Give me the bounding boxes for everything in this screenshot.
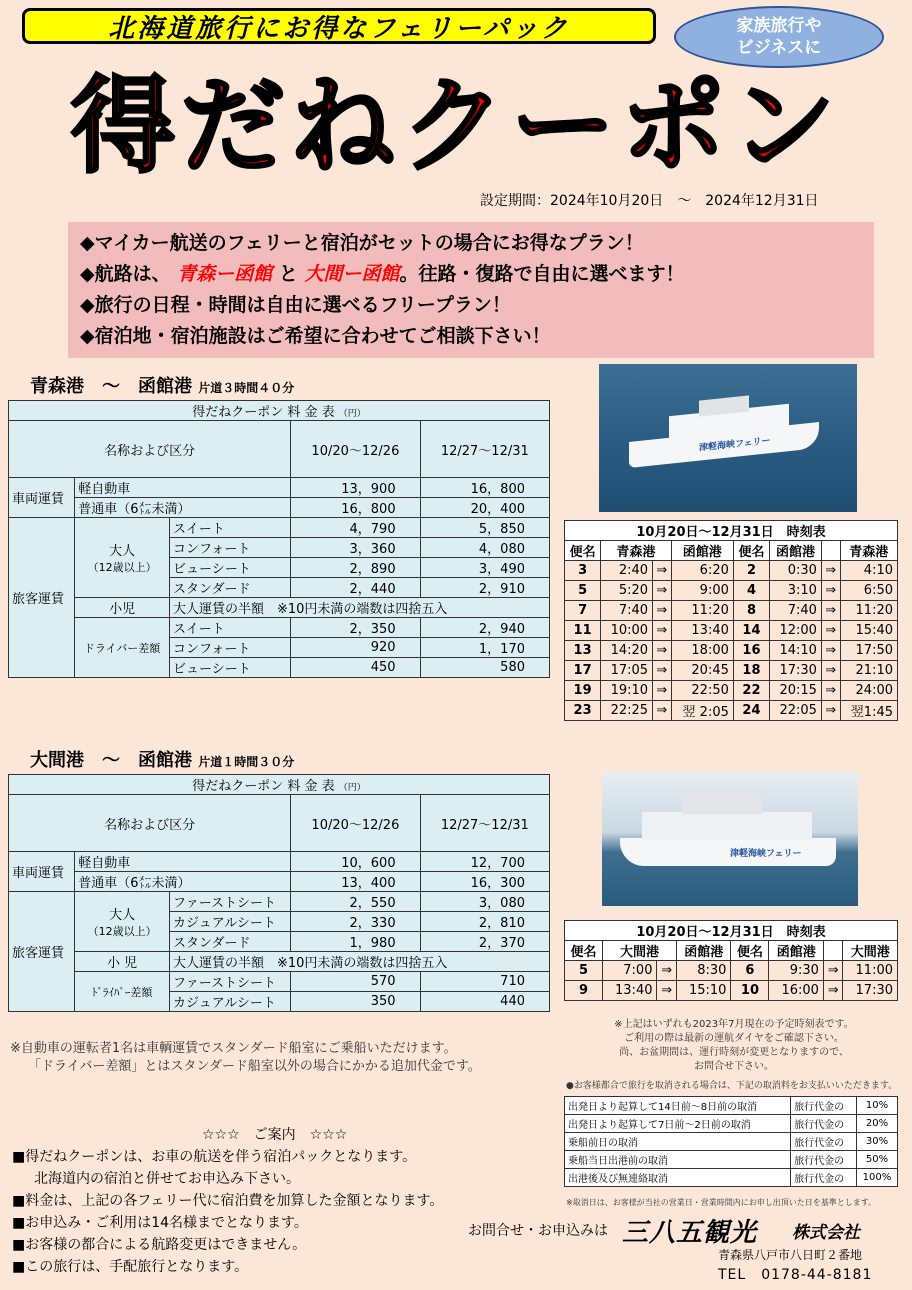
cancel-label: 旅行代金の: [791, 1133, 857, 1151]
aomori-passenger-label: 旅客運賃: [9, 518, 75, 678]
route-aomori-hakodate: 青森ー函館: [177, 263, 273, 285]
tt1-dep-in: 7:40: [770, 601, 822, 621]
tt1-arr-in: 24:00: [840, 681, 897, 701]
tt1-dep-out: 5:20: [601, 581, 653, 601]
tt1-arrow-out: ⇒: [653, 561, 672, 581]
tt1-arrow-in: ⇒: [821, 681, 840, 701]
oma-room1: ファーストシート: [169, 892, 290, 912]
tt1-arr-in: 11:20: [840, 601, 897, 621]
tt1-bin-out: 19: [565, 681, 601, 701]
tt2-arrow-out: ⇒: [657, 981, 676, 1001]
tt1-arr-in: 17:50: [840, 641, 897, 661]
tt1-dep-in: 22:05: [770, 701, 822, 721]
tt2-bin-in: 10: [731, 981, 769, 1001]
tt2-bin-in: 6: [731, 961, 769, 981]
aomori-room2-price2: 4，080: [420, 538, 549, 558]
inquiry-label: お問合せ・お申込みは: [468, 1223, 608, 1239]
tt2-h-hakodate1: 函館港: [676, 941, 730, 961]
aomori-futsu: 普通車（6㍍未満）: [75, 498, 291, 518]
oma-unit: （円）: [338, 783, 366, 793]
tt1-dep-in: 3:10: [770, 581, 822, 601]
aomori-room3-price2: 3，490: [420, 558, 549, 578]
tt2-row: [565, 981, 898, 1001]
tt1-arr-out: 22:50: [671, 681, 733, 701]
valid-period: 設定期間：2024年10月20日 ～ 2024年12月31日: [480, 193, 819, 209]
ship-name-text: 津軽海峡フェリー: [699, 436, 771, 454]
note-2: 「ドライバー差額」とはスタンダード船室以外の場合にかかる追加代金です。: [28, 1059, 481, 1074]
tt1-bin-in: 14: [733, 621, 769, 641]
ship2-name-text: 津軽海峡フェリー: [730, 849, 802, 859]
oma-futsu-price1: 13，400: [291, 872, 420, 892]
tt1-dep-out: 7:40: [601, 601, 653, 621]
tt1-dep-in: 20:15: [770, 681, 822, 701]
oma-room1-price2: 3，080: [420, 892, 549, 912]
tt2-row: [565, 961, 898, 981]
oma-duration: 片道１時間３０分: [198, 755, 295, 769]
aomori-fare-table: [8, 400, 550, 678]
tt1-row: [565, 561, 898, 581]
tt1-dep-in: 17:30: [770, 661, 822, 681]
oma-driver1-price2: 710: [420, 972, 549, 992]
tt1-bin-in: 24: [733, 701, 769, 721]
oma-room2: カジュアルシート: [169, 912, 290, 932]
aomori-driver1-price2: 2，940: [420, 618, 549, 638]
ship2-superstructure: [642, 812, 812, 840]
oma-child: 小 児: [75, 952, 170, 972]
tt1-h-bin2: 便名: [733, 541, 769, 561]
oma-driver2-price1: 350: [291, 992, 420, 1012]
oma-room1-price1: 2，550: [291, 892, 420, 912]
tt1-arrow-in: ⇒: [821, 581, 840, 601]
aomori-child-note: 大人運賃の半額 ※10円未満の端数は四捨五入: [169, 598, 549, 618]
tt2-dep-out: 7:00: [603, 961, 657, 981]
company-logo: 三八五観光: [622, 1218, 758, 1248]
oma-name-header: 名称および区分: [9, 795, 291, 852]
schedule-note-4: お問合せ下さい。: [694, 1061, 774, 1072]
tt1-bin-out: 7: [565, 601, 601, 621]
cancel-label: 旅行代金の: [791, 1151, 857, 1169]
driver-notes: [10, 1040, 481, 1076]
guide-4: ■お客様の都合による航路変更はできません。: [12, 1237, 307, 1253]
cancel-condition: 乗船前日の取消: [565, 1133, 791, 1151]
tt1-dep-out: 10:00: [601, 621, 653, 641]
aomori-room4-price2: 2，910: [420, 578, 549, 598]
cancel-label: 旅行代金の: [791, 1115, 857, 1133]
tt2-bin-out: 5: [565, 961, 603, 981]
tt1-bin-in: 16: [733, 641, 769, 661]
ferry-photo-oma: [602, 772, 858, 906]
tt2-arrow-in: ⇒: [823, 981, 842, 1001]
cancel-condition: 乗船当日出港前の取消: [565, 1151, 791, 1169]
aomori-room1-price1: 4，790: [291, 518, 420, 538]
tt2-arr-out: 8:30: [676, 961, 730, 981]
schedule-notes: [564, 1018, 904, 1074]
oma-kei: 軽自動車: [75, 852, 291, 872]
oma-room2-price2: 2，810: [420, 912, 549, 932]
company-address: 青森県八戸市八日町２番地: [718, 1248, 863, 1262]
tt1-arr-out: 6:20: [671, 561, 733, 581]
guide-2: ■料金は、上記の各フェリー代に宿泊費を加算した金額となります。: [12, 1193, 444, 1209]
tt1-bin-out: 13: [565, 641, 601, 661]
tt1-arr-out: 9:00: [671, 581, 733, 601]
aomori-futsu-price1: 16，800: [291, 498, 420, 518]
guide-5: ■この旅行は、手配旅行となります。: [12, 1259, 249, 1275]
oma-col2: 12/27～12/31: [420, 795, 549, 852]
cancel-rate: 30%: [856, 1133, 897, 1151]
tt1-h-bin1: 便名: [565, 541, 601, 561]
oma-table-title-text: 得だねクーポン 料 金 表: [192, 779, 335, 794]
cancel-rate: 20%: [856, 1115, 897, 1133]
aomori-duration: 片道３時間４０分: [198, 381, 295, 395]
aomori-unit: （円）: [338, 409, 366, 419]
oma-room3-price1: 1，980: [291, 932, 420, 952]
tt1-arr-in: 翌1:45: [840, 701, 897, 721]
ship2-bridge: [682, 794, 762, 814]
tt2-h-bin2: 便名: [731, 941, 769, 961]
ferry-photo-aomori: [599, 364, 857, 512]
tt1-bin-in: 18: [733, 661, 769, 681]
oma-passenger-label: 旅客運賃: [9, 892, 75, 1012]
tt1-dep-in: 12:00: [770, 621, 822, 641]
tt1-dep-in: 0:30: [770, 561, 822, 581]
guide-title: ☆☆☆ ご案内 ☆☆☆: [202, 1127, 348, 1143]
oma-driver-label: ﾄﾞﾗｲﾊﾞｰ差額: [75, 972, 170, 1012]
tt1-bin-out: 23: [565, 701, 601, 721]
tt2-arr-in: 17:30: [843, 981, 898, 1001]
cancel-condition: 出発日より起算して14日前～8日前の取消: [565, 1097, 791, 1115]
badge-line2: ビジネスに: [736, 38, 822, 58]
tt1-arrow-in: ⇒: [821, 661, 840, 681]
tt1-h-hakodate1: 函館港: [671, 541, 733, 561]
badge-line1: 家族旅行や: [736, 16, 822, 36]
tt1-arr-in: 21:10: [840, 661, 897, 681]
tt1-dep-in: 14:10: [770, 641, 822, 661]
aomori-adult: 大人: [109, 544, 136, 559]
company-suffix: 株式会社: [792, 1223, 860, 1243]
tt1-arrow-in: ⇒: [821, 601, 840, 621]
aomori-table-title: [9, 401, 550, 421]
tt2-h-oma1: 大間港: [603, 941, 677, 961]
aomori-timetable: [564, 520, 898, 721]
oma-fare-table: [8, 774, 550, 1012]
oma-adult-label: [75, 892, 170, 952]
point-2: [80, 259, 862, 290]
point-1: ◆マイカー航送のフェリーと宿泊がセットの場合にお得なプラン！: [80, 232, 644, 254]
oma-futsu-price2: 16，300: [420, 872, 549, 892]
tt1-row: [565, 661, 898, 681]
tt1-arrow-out: ⇒: [653, 601, 672, 621]
aomori-room4-price1: 2，440: [291, 578, 420, 598]
tt1-arr-out: 11:20: [671, 601, 733, 621]
oma-route-name: 大間港 ～ 函館港: [30, 750, 192, 771]
tt1-arrow-in: ⇒: [821, 641, 840, 661]
tt2-dep-in: 16:00: [769, 981, 823, 1001]
oma-driver2-price2: 440: [420, 992, 549, 1012]
oma-driver2: カジュアルシート: [169, 992, 290, 1012]
aomori-driver-label: ドライバー差額: [75, 618, 170, 678]
tt1-h-aomori2: 青森港: [840, 541, 897, 561]
tt1-bin-in: 8: [733, 601, 769, 621]
oma-room3-price2: 2，370: [420, 932, 549, 952]
aomori-adult-label: [75, 518, 170, 598]
oma-kei-price2: 12，700: [420, 852, 549, 872]
oma-col1: 10/20～12/26: [291, 795, 420, 852]
oma-timetable: [564, 920, 898, 1001]
oma-route-heading: [30, 746, 294, 772]
oma-room3: スタンダード: [169, 932, 290, 952]
aomori-kei-price1: 13，900: [291, 478, 420, 498]
tt2-h-bin1: 便名: [565, 941, 603, 961]
tt1-arr-out: 13:40: [671, 621, 733, 641]
tt1-arr-out: 18:00: [671, 641, 733, 661]
tt1-arr-in: 15:40: [840, 621, 897, 641]
guide-3: ■お申込み・ご利用は14名様までとなります。: [12, 1215, 308, 1231]
tt2-arrow-out: ⇒: [657, 961, 676, 981]
tt1-arrow-in: ⇒: [821, 561, 840, 581]
tt1-arrow-in: ⇒: [821, 701, 840, 721]
aomori-room2: コンフォート: [169, 538, 290, 558]
aomori-futsu-price2: 20，400: [420, 498, 549, 518]
tt1-arrow-out: ⇒: [653, 621, 672, 641]
tt2-arrow-in: ⇒: [823, 961, 842, 981]
tt2-dep-in: 9:30: [769, 961, 823, 981]
aomori-driver1-price1: 2，350: [291, 618, 420, 638]
aomori-route-heading: [30, 372, 294, 398]
cancel-note: ※取消日は、お客様が当社の営業日・営業時間内にお申し出頂いた日を基準とします。: [566, 1198, 877, 1207]
tt2-bin-out: 9: [565, 981, 603, 1001]
tt2-dep-out: 13:40: [603, 981, 657, 1001]
point-4: ◆宿泊地・宿泊施設はご希望に合わせてご相談下さい！: [80, 325, 551, 347]
oma-table-title: [9, 775, 550, 795]
tt1-arrow-in: ⇒: [821, 621, 840, 641]
oma-driver1-price1: 570: [291, 972, 420, 992]
oma-futsu: 普通車（6㍍未満）: [75, 872, 291, 892]
cancel-condition: 出発日より起算して7日前～2日前の取消: [565, 1115, 791, 1133]
banner-text: 北海道旅行にお得なフェリーパック: [108, 13, 570, 44]
aomori-room1: スイート: [169, 518, 290, 538]
aomori-driver3-price1: 450: [291, 658, 420, 678]
aomori-room2-price1: 3，360: [291, 538, 420, 558]
guide-1b: 北海道内の宿泊と併せてお申込み下さい。: [34, 1171, 300, 1187]
feature-points: [68, 222, 874, 358]
tt1-arrow-out: ⇒: [653, 661, 672, 681]
oma-child-note: 大人運賃の半額 ※10円未満の端数は四捨五入: [169, 952, 549, 972]
tt1-row: [565, 621, 898, 641]
tt1-arrow-out: ⇒: [653, 701, 672, 721]
tt2-arr-in: 11:00: [843, 961, 898, 981]
aomori-col1: 10/20～12/26: [291, 421, 420, 478]
tt1-h-aomori1: 青森港: [601, 541, 671, 561]
oma-room2-price1: 2，330: [291, 912, 420, 932]
cancel-rate: 100%: [856, 1169, 897, 1187]
point-2-post: 。往路・復路で自由に選べます！: [399, 263, 685, 285]
cancel-row: [565, 1169, 898, 1187]
tt1-bin-out: 5: [565, 581, 601, 601]
aomori-name-header: 名称および区分: [9, 421, 291, 478]
aomori-driver2-price2: 1，170: [420, 638, 549, 658]
aomori-kei: 軽自動車: [75, 478, 291, 498]
schedule-note-3: 尚、お盆期間は、運行時刻が変更となりますので、: [619, 1047, 849, 1058]
aomori-route-name: 青森港 ～ 函館港: [30, 376, 192, 397]
tt1-dep-out: 19:10: [601, 681, 653, 701]
cancel-row: [565, 1133, 898, 1151]
tt2-title: 10月20日～12月31日 時刻表: [565, 921, 898, 941]
schedule-note-2: ご利用の際は最新の運航ダイヤをご確認下さい。: [624, 1033, 844, 1044]
point-2-pre: ◆航路は、: [80, 263, 171, 285]
tt1-bin-in: 4: [733, 581, 769, 601]
oma-kei-price1: 10，600: [291, 852, 420, 872]
cancel-row: [565, 1115, 898, 1133]
tt1-arr-in: 6:50: [840, 581, 897, 601]
aomori-room4: スタンダード: [169, 578, 290, 598]
tt1-arrow-out: ⇒: [653, 581, 672, 601]
oma-driver1: ファーストシート: [169, 972, 290, 992]
tt1-row: [565, 681, 898, 701]
tt1-bin-out: 11: [565, 621, 601, 641]
company-tel: TEL 0178-44-8181: [718, 1267, 873, 1283]
tt1-title: 10月20日～12月31日 時刻表: [565, 521, 898, 541]
aomori-col2: 12/27～12/31: [420, 421, 549, 478]
aomori-room3: ビューシート: [169, 558, 290, 578]
cancel-intro: ●お客様都合で旅行を取消される場合は、下記の取消料をお支払いいただきます。: [566, 1081, 898, 1091]
aomori-table-title-text: 得だねクーポン 料 金 表: [192, 405, 335, 420]
point-3: ◆旅行の日程・時間は自由に選べるフリープラン！: [80, 294, 511, 316]
tt1-row: [565, 581, 898, 601]
aomori-driver3-price2: 580: [420, 658, 549, 678]
cancel-rate: 10%: [856, 1097, 897, 1115]
audience-badge: [674, 6, 884, 68]
aomori-adult-age: （12歳以上）: [87, 561, 157, 574]
main-title: 得だねクーポン: [70, 65, 841, 187]
aomori-room3-price1: 2，890: [291, 558, 420, 578]
tt2-h-oma2: 大間港: [843, 941, 898, 961]
tt1-arr-out: 20:45: [671, 661, 733, 681]
cancel-row: [565, 1151, 898, 1169]
aomori-driver2: コンフォート: [169, 638, 290, 658]
tt1-arr-in: 4:10: [840, 561, 897, 581]
schedule-note-1: ※上記はいずれも2023年7月現在の予定時刻表です。: [614, 1019, 854, 1030]
note-1: ※自動車の運転者1名は車輌運賃でスタンダード船室にご乗船いただけます。: [10, 1041, 457, 1056]
guide-1: ■得だねクーポンは、お車の航送を伴う宿泊パックとなります。: [12, 1149, 417, 1165]
tt1-arrow-out: ⇒: [653, 641, 672, 661]
aomori-driver1: スイート: [169, 618, 290, 638]
tt1-arrow-out: ⇒: [653, 681, 672, 701]
cancel-fee-table: [564, 1096, 898, 1187]
tt1-dep-out: 17:05: [601, 661, 653, 681]
tt1-bin-in: 22: [733, 681, 769, 701]
cancel-label: 旅行代金の: [791, 1169, 857, 1187]
cancel-rate: 50%: [856, 1151, 897, 1169]
tt1-row: [565, 641, 898, 661]
tt1-bin-out: 3: [565, 561, 601, 581]
oma-vehicle-label: 車両運賃: [9, 852, 75, 892]
tt1-arr-out: 翌 2:05: [671, 701, 733, 721]
cancel-row: [565, 1097, 898, 1115]
aomori-room1-price2: 5，850: [420, 518, 549, 538]
tt1-dep-out: 14:20: [601, 641, 653, 661]
aomori-kei-price2: 16，800: [420, 478, 549, 498]
ship2-hull: [620, 838, 836, 866]
point-2-mid: と: [278, 263, 298, 285]
oma-adult-age: （12歳以上）: [87, 925, 157, 938]
top-banner: [22, 8, 656, 44]
tt1-dep-out: 2:40: [601, 561, 653, 581]
tt2-h-hakodate2: 函館港: [769, 941, 823, 961]
tt1-dep-out: 22:25: [601, 701, 653, 721]
tt2-arr-out: 15:10: [676, 981, 730, 1001]
tt1-row: [565, 601, 898, 621]
guide-section: [12, 1124, 443, 1278]
cancel-label: 旅行代金の: [791, 1097, 857, 1115]
tt1-bin-in: 2: [733, 561, 769, 581]
aomori-child: 小児: [75, 598, 170, 618]
aomori-driver2-price1: 920: [291, 638, 420, 658]
aomori-driver3: ビューシート: [169, 658, 290, 678]
tt1-bin-out: 17: [565, 661, 601, 681]
tt1-row: [565, 701, 898, 721]
aomori-vehicle-label: 車両運賃: [9, 478, 75, 518]
cancel-condition: 出港後及び無連絡取消: [565, 1169, 791, 1187]
oma-adult: 大人: [109, 908, 136, 923]
tt1-h-hakodate2: 函館港: [770, 541, 822, 561]
route-oma-hakodate: 大間ー函館: [304, 263, 400, 285]
